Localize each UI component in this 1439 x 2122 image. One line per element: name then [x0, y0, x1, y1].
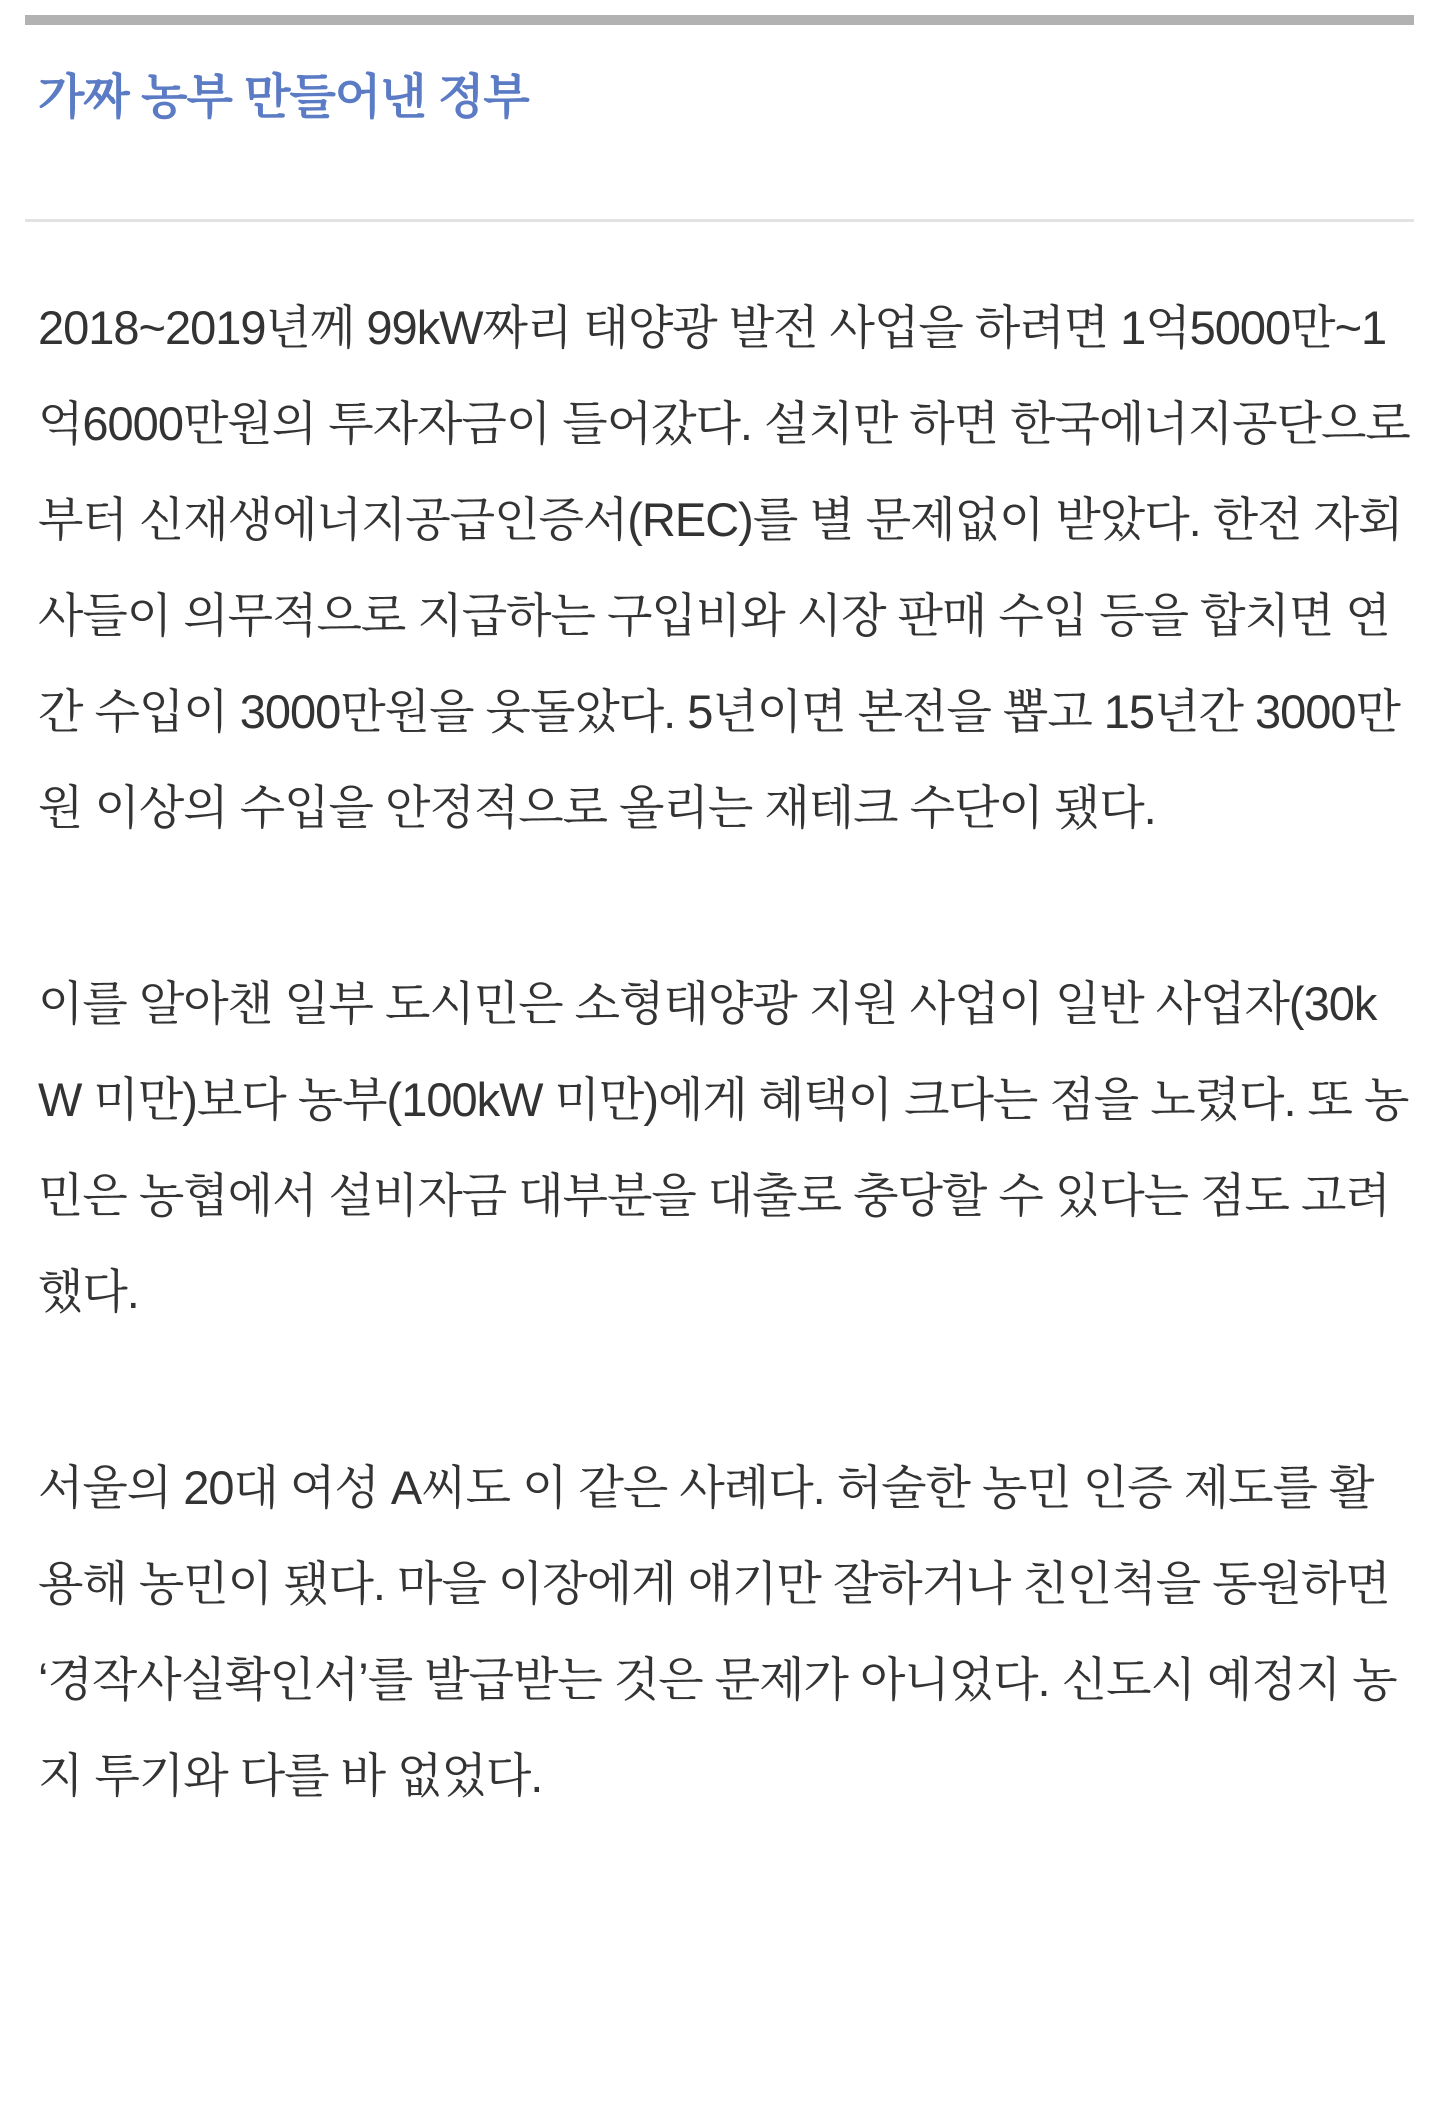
article-paragraph-2: 이를 알아챈 일부 도시민은 소형태양광 지원 사업이 일반 사업자(30kW 미만)보다 농부(100kW 미만)에게 혜택이 크다는 점을 노렸다. 또 농민은 농협에서 설비자금 대부분을 대출로 충당할 수 있다는 점도 고려했다.	[38, 977, 1409, 1318]
article-paragraph-3: 서울의 20대 여성 A씨도 이 같은 사례다. 허술한 농민 인증 제도를 활용해 농민이 됐다. 마을 이장에게 얘기만 잘하거나 친인척을 동원하면 ‘경작사실확인서’를 발급받는 것은 문제가 아니었다. 신도시 예정지 농지 투기와 다를 바 없었다.	[38, 1461, 1397, 1802]
article-paragraph-1: 2018~2019년께 99kW짜리 태양광 발전 사업을 하려면 1억5000만~1억6000만원의 투자자금이 들어갔다. 설치만 하면 한국에너지공단으로부터 신재생에너지공급인증서(REC)를 별 문제없이 받았다. 한전 자회사들이 의무적으로 지급하는 구입비와 시장 판매 수입 등을 합치면 연간 수입이 3000만원을 웃돌았다. 5년이면 본전을 뽑고 15년간 3000만원 이상의 수입을 안정적으로 올리는 재테크 수단이 됐다.	[38, 301, 1410, 834]
top-divider-bar	[25, 15, 1414, 25]
heading-divider	[25, 219, 1414, 222]
section-heading: 가짜 농부 만들어낸 정부	[38, 71, 529, 124]
article-page	[0, 15, 1439, 2122]
article-body	[38, 280, 1414, 1824]
